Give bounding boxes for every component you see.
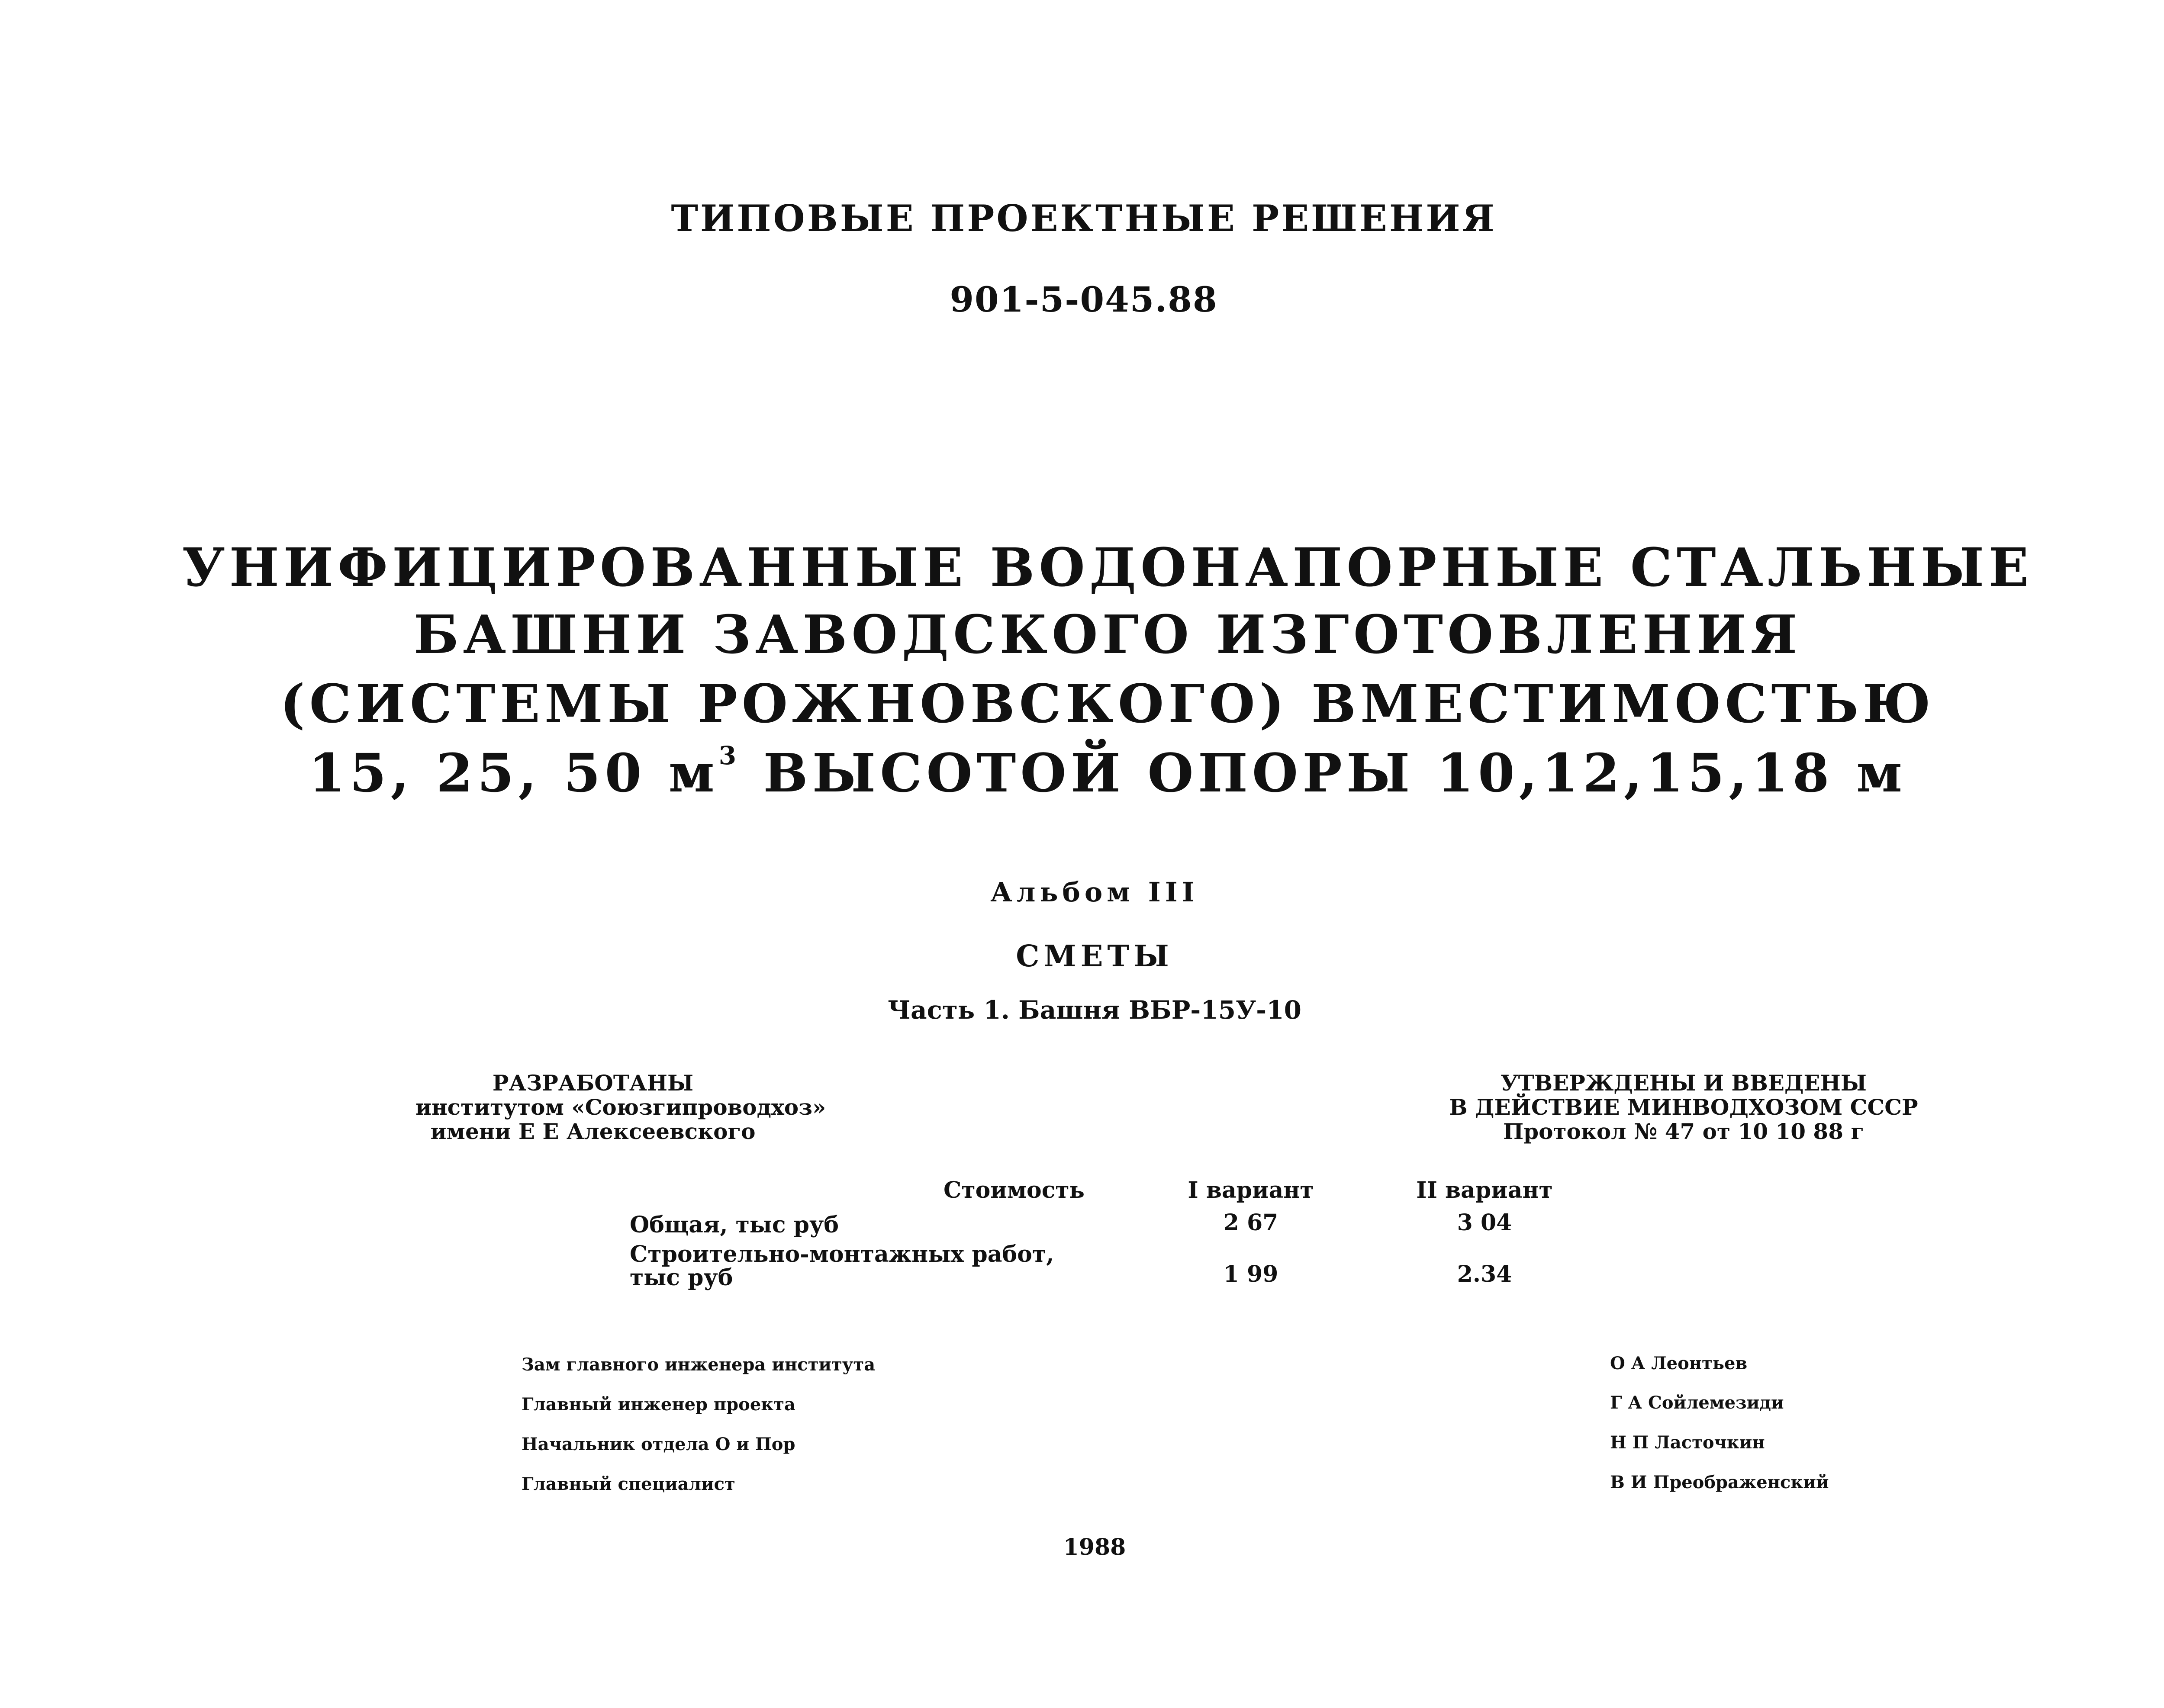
approved-block [1446, 1071, 1922, 1144]
main-title-line-4 [0, 741, 2164, 804]
cost-row-total-v2: 3 04 [1457, 1209, 1512, 1236]
signature-name: О А Леонтьев [1610, 1353, 1748, 1373]
cost-header: Стоимость [944, 1177, 1085, 1203]
cost-row-total-v1: 2 67 [1223, 1209, 1278, 1236]
part-title: Часть 1. Башня ВБР-15У-10 [888, 995, 1301, 1025]
year: 1988 [1063, 1534, 1126, 1560]
cost-row-construction-v1: 1 99 [1223, 1261, 1278, 1287]
document-number: 901-5-045.88 [950, 279, 1218, 320]
cost-row-construction-label-1: Строительно-монтажных работ, [630, 1241, 1054, 1267]
approved-line-2: В ДЕЙСТВИЕ МИНВОДХОЗОМ СССР [1449, 1094, 1918, 1120]
cost-col-variant-2: II вариант [1416, 1177, 1553, 1203]
developed-institute: институтом «Союзгипроводхоз» [415, 1094, 826, 1120]
cost-row-total-label: Общая, тыс руб [630, 1212, 839, 1238]
series-title: ТИПОВЫЕ ПРОЕКТНЫЕ РЕШЕНИЯ [671, 197, 1497, 240]
cubic-superscript: 3 [718, 741, 741, 770]
approved-line-1: УТВЕРЖДЕНЫ И ВВЕДЕНЫ [1501, 1070, 1867, 1096]
cost-row-construction-v2: 2.34 [1457, 1261, 1512, 1287]
developed-named-after: имени Е Е Алексеевского [430, 1119, 756, 1144]
signature-name: Г А Сойлемезиди [1610, 1393, 1784, 1413]
album-label: Альбом III [990, 876, 1199, 908]
signature-name: В И Преображенский [1610, 1472, 1829, 1492]
main-title-line-2: БАШНИ ЗАВОДСКОГО ИЗГОТОВЛЕНИЯ [413, 603, 1802, 666]
cost-row-construction-label-2: тыс руб [630, 1264, 733, 1291]
signature-role: Главный специалист [522, 1474, 735, 1494]
main-title-line-1: УНИФИЦИРОВАННЫЕ ВОДОНАПОРНЫЕ СТАЛЬНЫЕ [182, 536, 2033, 598]
capacity-text: 15, 25, 50 м [309, 742, 719, 804]
section-title: СМЕТЫ [1016, 939, 1173, 974]
height-text: ВЫСОТОЙ ОПОРЫ 10,12,15,18 м [763, 742, 1906, 804]
signature-role: Начальник отдела О и Пор [522, 1434, 795, 1454]
developed-block [415, 1070, 826, 1144]
signature-name: Н П Ласточкин [1610, 1432, 1765, 1453]
developed-label: РАЗРАБОТАНЫ [492, 1070, 694, 1096]
approved-protocol: Протокол № 47 от 10 10 88 г [1503, 1119, 1865, 1144]
signature-role: Главный инженер проекта [522, 1394, 795, 1415]
signature-role: Зам главного инженера института [522, 1354, 876, 1375]
cost-col-variant-1: I вариант [1188, 1177, 1314, 1203]
main-title-line-3: (СИСТЕМЫ РОЖНОВСКОГО) ВМЕСТИМОСТЬЮ [280, 672, 1935, 735]
